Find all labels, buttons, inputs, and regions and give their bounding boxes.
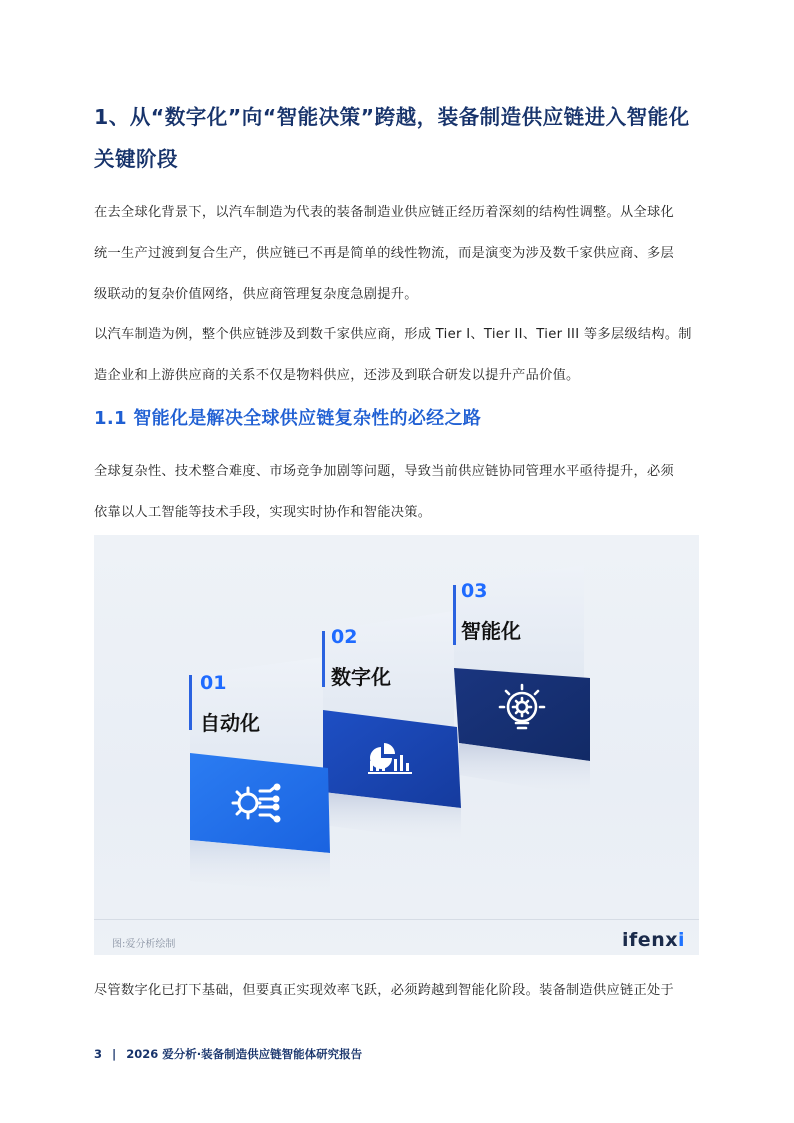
subsection-heading: 1.1 智能化是解决全球供应链复杂性的必经之路 — [94, 408, 482, 429]
step-1-label: 自动化 — [200, 711, 260, 735]
logo-accent: i — [677, 929, 685, 951]
step-2-accent-line — [322, 631, 325, 687]
paragraph-4 — [94, 970, 700, 1011]
paragraph-2 — [94, 314, 700, 396]
stage-figure — [94, 535, 699, 955]
report-title: 2026 爱分析·装备制造供应链智能体研究报告 — [126, 1047, 363, 1061]
paragraph-line: 级联动的复杂价值网络，供应商管理复杂度急剧提升。 — [94, 287, 418, 302]
paragraph-line: 尽管数字化已打下基础，但要真正实现效率飞跃，必须跨越到智能化阶段。装备制造供应链正处于 — [94, 983, 674, 998]
section-heading-line-1: 1、从“数字化”向“智能决策”跨越，装备制造供应链进入智能化 — [94, 105, 690, 129]
step-3-label: 智能化 — [461, 619, 521, 643]
paragraph-line: 造企业和上游供应商的关系不仅是物料供应，还涉及到联合研发以提升产品价值。 — [94, 368, 580, 383]
ifenxi-logo — [622, 929, 685, 951]
section-heading — [94, 96, 704, 180]
paragraph-line: 全球复杂性、技术整合难度、市场竞争加剧等问题，导致当前供应链协同管理水平亟待提升，必须 — [94, 464, 674, 479]
paragraph-line: 依靠以人工智能等技术手段，实现实时协作和智能决策。 — [94, 505, 432, 520]
logo-main: ifenx — [622, 929, 678, 951]
step-3-number: 03 — [461, 580, 488, 602]
step-1-number: 01 — [200, 672, 227, 694]
figure-divider — [94, 919, 699, 920]
figure-caption: 图:爱分析绘制 — [112, 939, 176, 950]
footer-separator: | — [112, 1047, 117, 1061]
step-3-accent-line — [453, 585, 456, 645]
stage-graphic — [94, 535, 699, 919]
page-number: 3 — [94, 1047, 103, 1061]
paragraph-line: 在去全球化背景下，以汽车制造为代表的装备制造业供应链正经历着深刻的结构性调整。从全球化 — [94, 205, 674, 220]
section-heading-line-2: 关键阶段 — [94, 147, 178, 171]
step-2-label: 数字化 — [331, 665, 391, 689]
page-footer — [94, 1046, 362, 1062]
paragraph-3 — [94, 451, 700, 533]
paragraph-line: 统一生产过渡到复合生产，供应链已不再是简单的线性物流，而是演变为涉及数千家供应商、多层 — [94, 246, 674, 261]
step-2-number: 02 — [331, 626, 358, 648]
paragraph-line: 以汽车制造为例，整个供应链涉及到数千家供应商，形成 Tier I、Tier II、Tier III 等多层级结构。制 — [94, 327, 692, 342]
step-1-accent-line — [189, 675, 192, 730]
paragraph-1 — [94, 192, 700, 315]
